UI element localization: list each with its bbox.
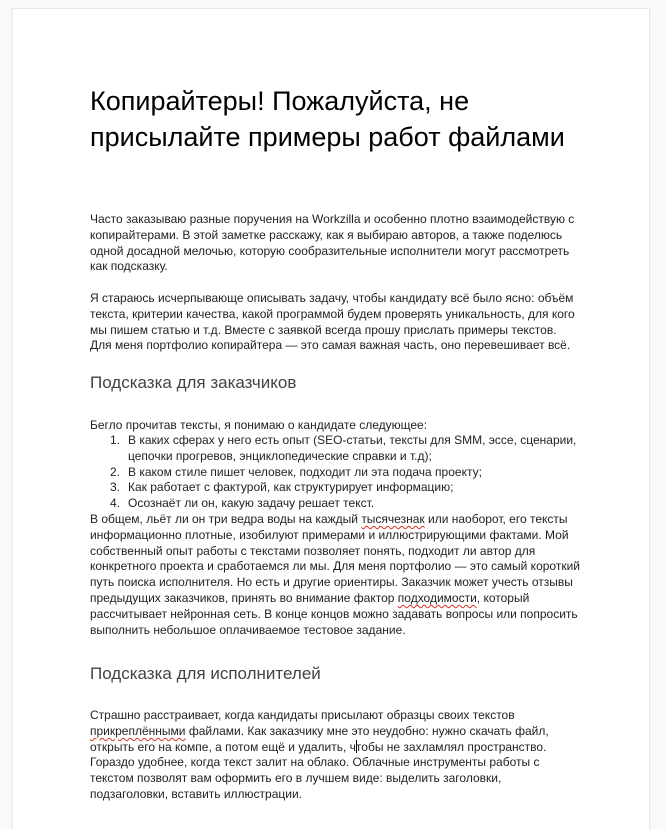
spellcheck-flagged-word[interactable]: тысячезнак xyxy=(361,512,425,526)
text-run: тобы не захламлял пространство. Гораздо удобнее, когда текст залит на облако. Облачные инструменты работы с текстом позволят вам оформить его в лучшем виде: выделить заголовки, подзаголовки, вставить иллюстрации. xyxy=(90,739,547,801)
list-item[interactable] xyxy=(90,433,580,465)
document-title[interactable]: Копирайтеры! Пожалуйста, не присылайте примеры работ файлами xyxy=(90,86,565,152)
heading-executors-tip[interactable]: Подсказка для исполнителей xyxy=(90,664,321,683)
list-number: 4. xyxy=(110,496,121,511)
text-run: Страшно расстраивает, когда кандидаты присылают образцы своих текстов xyxy=(90,708,515,722)
list-number: 2. xyxy=(110,464,121,479)
text-run: , который рассчитывает нейронная сеть. В конце концов можно задавать вопросы или попросить выполнить небольшое оплачиваемое тестовое задание. xyxy=(90,590,578,637)
list-item[interactable] xyxy=(90,496,580,512)
heading-customers-tip[interactable]: Подсказка для заказчиков xyxy=(90,373,297,392)
criteria-list xyxy=(90,433,580,512)
list-item-text: Осознаёт ли он, какую задачу решает текст. xyxy=(128,496,375,511)
text-run: или наоборот, его тексты информационно плотные, изобилуют примерами и иллюстрирующими фактами. Мой собственный опыт работы с текстами позволяет понять, подходит ли автор для конкретного проекта и сработаемся ли мы. Для меня портфолио — это самый короткий путь поиска исполнителя. Но есть и другие ориентиры. Заказчик может учесть отзывы предыдущих заказчиков, принять во внимание фактор xyxy=(90,512,580,605)
text-run: файлами. Как заказчику мне это неудобно: нужно скачать файл, открыть его на компе, а потом ещё и удалить, ч xyxy=(90,723,549,754)
document-page[interactable] xyxy=(13,9,649,829)
spellcheck-flagged-word[interactable]: прикреплёнными xyxy=(90,723,186,738)
spellcheck-flagged-word[interactable]: подходимости xyxy=(397,590,477,605)
list-number: 1. xyxy=(110,433,121,447)
intro-paragraph-2[interactable]: Я стараюсь исчерпывающе описывать задачу, чтобы кандидату всё было ясно: объём текста, критерии качества, какой программой будем проверять уникальность, для кого мы пишем статью и т.д. Вместе с заявкой всегда прошу прислать примеры текстов. Для меня портфолио копирайтера — это самая важная часть, оно перевешивает всё. xyxy=(90,291,575,353)
executors-paragraph[interactable] xyxy=(90,708,580,803)
list-number: 3. xyxy=(110,480,121,495)
list-item-text: Как работает с фактурой, как структурирует информацию; xyxy=(128,480,454,495)
text-run: В общем, льёт ли он три ведра воды на каждый xyxy=(90,512,362,526)
list-item[interactable] xyxy=(90,465,580,481)
list-item-text: В каких сферах у него есть опыт (SEO-статьи, тексты для SMM, эссе, сценарии, цепочки прогревов, энциклопедические справки и т.д); xyxy=(128,433,577,463)
customers-conclusion-paragraph[interactable] xyxy=(90,512,580,638)
customers-lead-paragraph[interactable]: Бегло прочитав тексты, я понимаю о кандидате следующее: xyxy=(90,418,428,432)
list-item[interactable] xyxy=(90,480,580,496)
list-item-text: В каком стиле пишет человек, подходит ли эта подача проекту; xyxy=(128,464,482,479)
intro-paragraph-1[interactable]: Часто заказываю разные поручения на Workzilla и особенно плотно взаимодействую с копирайтерами. В этой заметке расскажу, как я выбираю авторов, а также поделюсь одной досадной мелочью, которую сообразительные исполнители могут рассмотреть как подсказку. xyxy=(90,212,575,274)
